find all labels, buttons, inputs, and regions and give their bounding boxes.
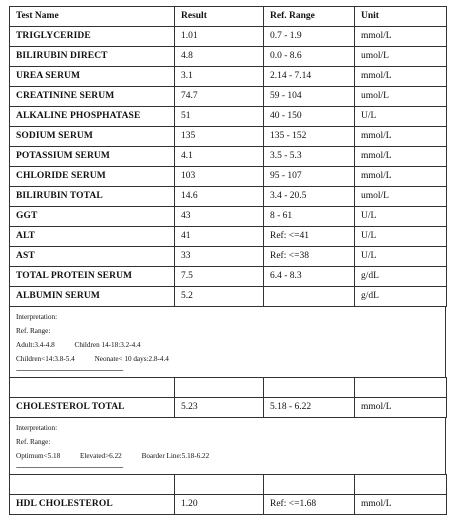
ref-optimum: Optimum<5.18 bbox=[16, 452, 61, 460]
test-name: ALT bbox=[10, 227, 175, 247]
test-result: 74.7 bbox=[175, 87, 264, 107]
table-row bbox=[10, 27, 447, 47]
test-unit: mmol/L bbox=[355, 167, 447, 187]
test-range: Ref: <=1.68 bbox=[264, 495, 355, 515]
table-row bbox=[10, 287, 447, 307]
test-range: 40 - 150 bbox=[264, 107, 355, 127]
test-result: 5.23 bbox=[175, 398, 264, 418]
test-result: 135 bbox=[175, 127, 264, 147]
ref-range-label: Ref. Range: bbox=[16, 327, 51, 335]
table-row bbox=[10, 47, 447, 67]
dashed-separator: -------------------------------------------------------------------------------- bbox=[16, 366, 123, 374]
test-unit: mmol/L bbox=[355, 495, 447, 515]
interpretation-title: Interpretation: bbox=[16, 424, 58, 432]
cholesterol-interpretation bbox=[9, 418, 446, 474]
cholesterol-table bbox=[9, 377, 447, 418]
hdl-table bbox=[9, 474, 447, 515]
test-unit: mmol/L bbox=[355, 67, 447, 87]
test-name: AST bbox=[10, 247, 175, 267]
test-unit: g/dL bbox=[355, 287, 447, 307]
test-range: 0.0 - 8.6 bbox=[264, 47, 355, 67]
test-name: SODIUM SERUM bbox=[10, 127, 175, 147]
dashed-separator: -------------------------------------------------------------------------------- bbox=[16, 463, 123, 471]
test-unit: umol/L bbox=[355, 187, 447, 207]
test-name: TRIGLYCERIDE bbox=[10, 27, 175, 47]
header-test-name: Test Name bbox=[10, 7, 175, 27]
albumin-interpretation bbox=[9, 307, 446, 377]
results-table bbox=[9, 6, 447, 307]
test-name: UREA SERUM bbox=[10, 67, 175, 87]
test-result: 103 bbox=[175, 167, 264, 187]
test-range: 6.4 - 8.3 bbox=[264, 267, 355, 287]
test-name: BILIRUBIN DIRECT bbox=[10, 47, 175, 67]
test-range: 0.7 - 1.9 bbox=[264, 27, 355, 47]
test-result: 1.20 bbox=[175, 495, 264, 515]
test-range: 5.18 - 6.22 bbox=[264, 398, 355, 418]
lab-report bbox=[9, 6, 446, 515]
test-range: Ref: <=41 bbox=[264, 227, 355, 247]
test-name: TOTAL PROTEIN SERUM bbox=[10, 267, 175, 287]
test-name: ALBUMIN SERUM bbox=[10, 287, 175, 307]
ref-elevated: Elevated>6.22 bbox=[79, 452, 122, 460]
test-name: ALKALINE PHOSPHATASE bbox=[10, 107, 175, 127]
test-name: CHLORIDE SERUM bbox=[10, 167, 175, 187]
test-unit: U/L bbox=[355, 207, 447, 227]
table-row bbox=[10, 167, 447, 187]
table-row bbox=[10, 247, 447, 267]
test-result: 4.1 bbox=[175, 147, 264, 167]
ref-children-under-14: Children<14:3.8-5.4 bbox=[16, 355, 75, 363]
test-result: 41 bbox=[175, 227, 264, 247]
ref-neonate: Neonate< 10 days:2.8-4.4 bbox=[94, 355, 169, 363]
table-row bbox=[10, 87, 447, 107]
results-body bbox=[10, 27, 447, 307]
test-result: 3.1 bbox=[175, 67, 264, 87]
test-range: 3.5 - 5.3 bbox=[264, 147, 355, 167]
test-unit: g/dL bbox=[355, 267, 447, 287]
table-row bbox=[10, 187, 447, 207]
test-name: CREATININE SERUM bbox=[10, 87, 175, 107]
interpretation-title: Interpretation: bbox=[16, 313, 58, 321]
test-range: Ref: <=38 bbox=[264, 247, 355, 267]
test-unit: U/L bbox=[355, 227, 447, 247]
header-ref-range: Ref. Range bbox=[264, 7, 355, 27]
test-range: 8 - 61 bbox=[264, 207, 355, 227]
test-name: CHOLESTEROL TOTAL bbox=[10, 398, 175, 418]
test-unit: umol/L bbox=[355, 47, 447, 67]
ref-adult: Adult:3.4-4.8 bbox=[16, 341, 55, 349]
test-name: POTASSIUM SERUM bbox=[10, 147, 175, 167]
test-range: 135 - 152 bbox=[264, 127, 355, 147]
ref-borderline: Boarder Line:5.18-6.22 bbox=[141, 452, 210, 460]
test-unit: mmol/L bbox=[355, 398, 447, 418]
test-unit: mmol/L bbox=[355, 147, 447, 167]
test-unit: mmol/L bbox=[355, 127, 447, 147]
table-row bbox=[10, 207, 447, 227]
table-row bbox=[10, 227, 447, 247]
table-row bbox=[10, 398, 447, 418]
table-row bbox=[10, 67, 447, 87]
table-row bbox=[10, 495, 447, 515]
test-unit: umol/L bbox=[355, 87, 447, 107]
header-row bbox=[10, 7, 447, 27]
test-range bbox=[264, 287, 355, 307]
test-range: 95 - 107 bbox=[264, 167, 355, 187]
test-name: BILIRUBIN TOTAL bbox=[10, 187, 175, 207]
test-unit: U/L bbox=[355, 107, 447, 127]
test-range: 2.14 - 7.14 bbox=[264, 67, 355, 87]
test-name: GGT bbox=[10, 207, 175, 227]
test-result: 51 bbox=[175, 107, 264, 127]
table-row bbox=[10, 127, 447, 147]
header-result: Result bbox=[175, 7, 264, 27]
table-row bbox=[10, 107, 447, 127]
table-row bbox=[10, 267, 447, 287]
test-result: 4.8 bbox=[175, 47, 264, 67]
test-result: 33 bbox=[175, 247, 264, 267]
test-range: 3.4 - 20.5 bbox=[264, 187, 355, 207]
test-name: HDL CHOLESTEROL bbox=[10, 495, 175, 515]
ref-range-label: Ref. Range: bbox=[16, 438, 51, 446]
table-row bbox=[10, 147, 447, 167]
test-result: 7.5 bbox=[175, 267, 264, 287]
test-result: 14.6 bbox=[175, 187, 264, 207]
test-unit: mmol/L bbox=[355, 27, 447, 47]
test-range: 59 - 104 bbox=[264, 87, 355, 107]
ref-children-14-18: Children 14-18:3.2-4.4 bbox=[74, 341, 141, 349]
header-unit: Unit bbox=[355, 7, 447, 27]
test-result: 1.01 bbox=[175, 27, 264, 47]
test-unit: U/L bbox=[355, 247, 447, 267]
test-result: 43 bbox=[175, 207, 264, 227]
test-result: 5.2 bbox=[175, 287, 264, 307]
